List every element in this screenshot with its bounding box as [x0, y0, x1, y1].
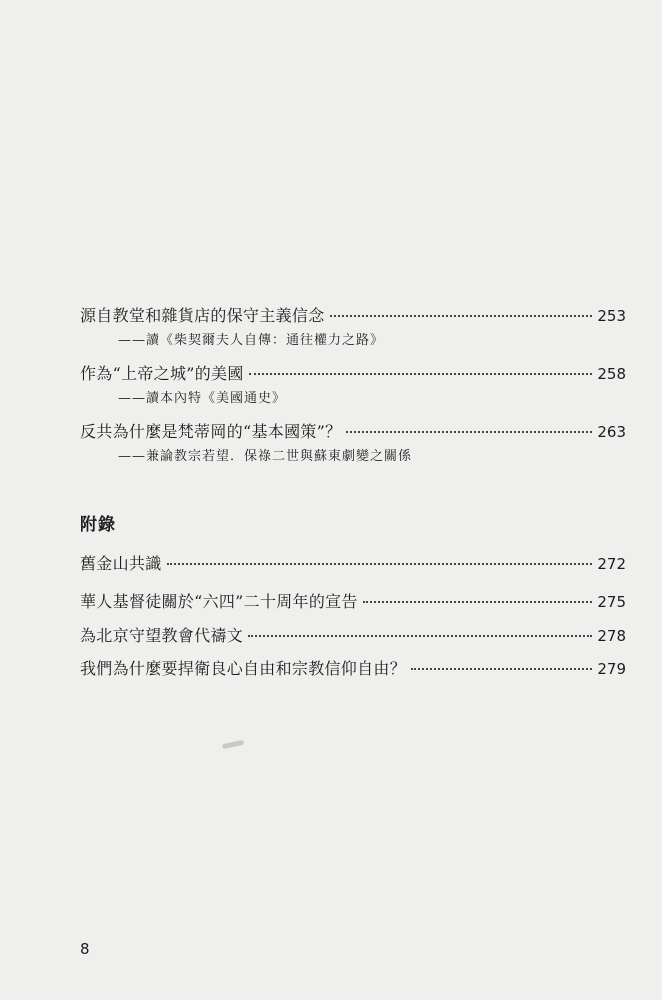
appendix-entry-title: 我們為什麼要捍衛良心自由和宗教信仰自由？	[80, 659, 407, 678]
toc-entry	[80, 303, 626, 348]
appendix-entry	[80, 623, 626, 647]
appendix-entry-title: 華人基督徒關於“六四”二十周年的宣告	[80, 592, 358, 611]
dot-leader	[249, 373, 593, 375]
toc-entry-page: 263	[597, 423, 626, 441]
appendix-entry	[80, 551, 626, 575]
dot-leader	[167, 563, 593, 565]
dot-leader	[411, 668, 592, 670]
appendix-entry-page: 275	[597, 593, 626, 611]
ink-smudge	[222, 740, 245, 749]
appendix-entry-page: 272	[597, 555, 626, 573]
page-number: 8	[80, 940, 90, 958]
appendix-entry-title: 為北京守望教會代禱文	[80, 626, 244, 645]
toc-entry-subtitle: ——讀《柴契爾夫人自傳：通往權力之路》	[118, 333, 385, 348]
dot-leader	[346, 431, 592, 433]
dot-leader	[330, 315, 593, 317]
toc-entry-title: 作為“上帝之城”的美國	[80, 364, 244, 383]
toc-entry-page: 258	[597, 365, 626, 383]
toc-entry-title: 反共為什麼是梵蒂岡的“基本國策”？	[80, 422, 342, 441]
toc-entry-page: 253	[597, 307, 626, 325]
appendix-entry-page: 279	[597, 660, 626, 678]
dot-leader	[363, 601, 593, 603]
appendix-heading: 附錄	[80, 515, 116, 535]
toc-entry-subtitle: ——讀本內特《美國通史》	[118, 391, 287, 406]
toc-entry	[80, 419, 626, 464]
appendix-entry-page: 278	[597, 627, 626, 645]
appendix-entry	[80, 589, 626, 613]
toc-entry-title: 源自教堂和雜貨店的保守主義信念	[80, 306, 325, 325]
appendix-entry-title: 舊金山共識	[80, 554, 162, 573]
appendix-entry	[80, 656, 626, 680]
dot-leader	[248, 635, 592, 637]
toc-entry-subtitle: ——兼論教宗若望．保祿二世與蘇東劇變之關係	[118, 449, 413, 464]
toc-entry	[80, 361, 626, 406]
